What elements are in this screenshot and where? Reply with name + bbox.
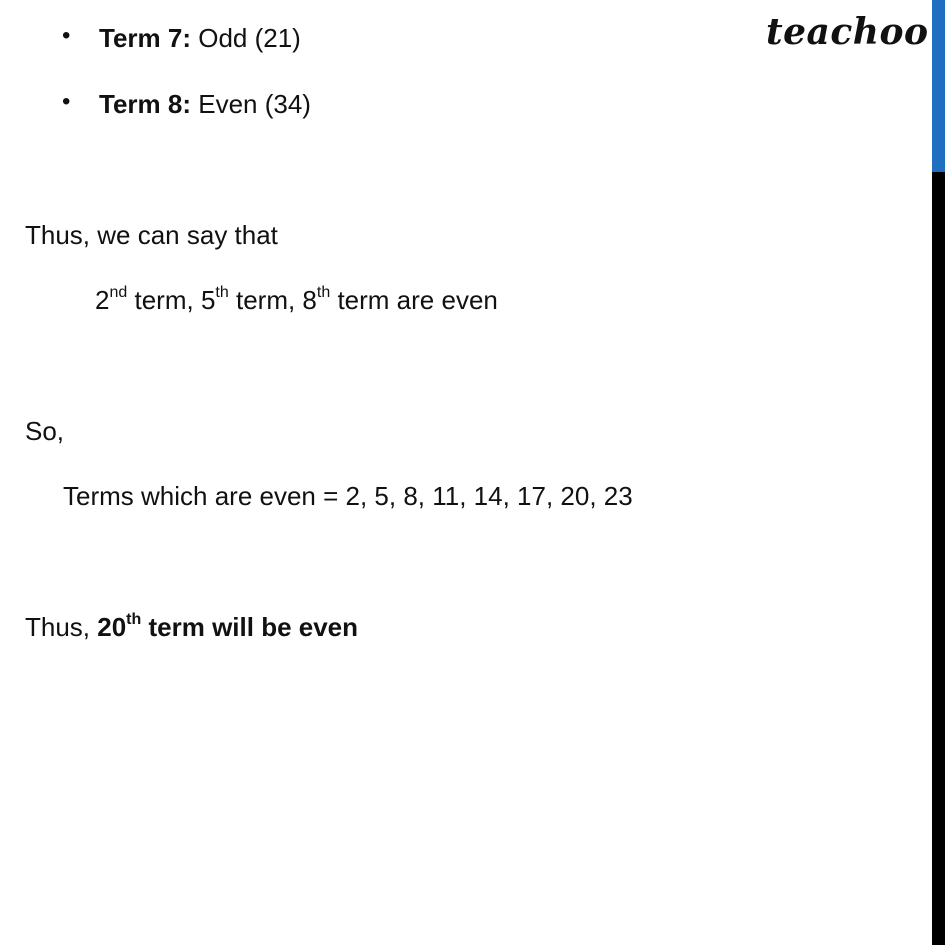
- ordinal-suffix: nd: [109, 284, 128, 302]
- term-label: Term 8:: [99, 89, 191, 119]
- ordinal-number: 5: [200, 285, 216, 315]
- ordinal-number: 2: [95, 285, 110, 315]
- even-terms-list: Terms which are even = 2, 5, 8, 11, 14, 17, 20, 23: [63, 481, 633, 511]
- term-label: Term 7:: [99, 23, 191, 53]
- conclusion: [25, 611, 359, 642]
- right-edge-accent: [932, 0, 945, 172]
- ordinal-number: 8: [302, 285, 317, 315]
- conclusion-rest: term will be even: [141, 612, 359, 642]
- conclusion-number: 20: [97, 612, 127, 642]
- text-run: term,: [127, 285, 201, 315]
- thus-intro: Thus, we can say that: [25, 220, 278, 250]
- bullet-term-8: [99, 91, 311, 117]
- term-value: Even (34): [198, 89, 311, 119]
- ordinal-suffix: th: [316, 284, 331, 302]
- bullet-marker: •: [62, 88, 71, 115]
- bullet-term-7: [99, 25, 301, 51]
- teachoo-logo: teachoo: [766, 11, 929, 53]
- even-terms-statement: [95, 284, 498, 315]
- conclusion-prefix: Thus,: [25, 612, 98, 642]
- so-intro: So,: [25, 416, 65, 446]
- text-run: term,: [228, 285, 303, 315]
- bullet-marker: •: [62, 22, 71, 49]
- ordinal-suffix: th: [215, 284, 229, 302]
- conclusion-suffix: th: [126, 611, 142, 629]
- term-value: Odd (21): [198, 23, 301, 53]
- text-run: term are even: [330, 285, 498, 315]
